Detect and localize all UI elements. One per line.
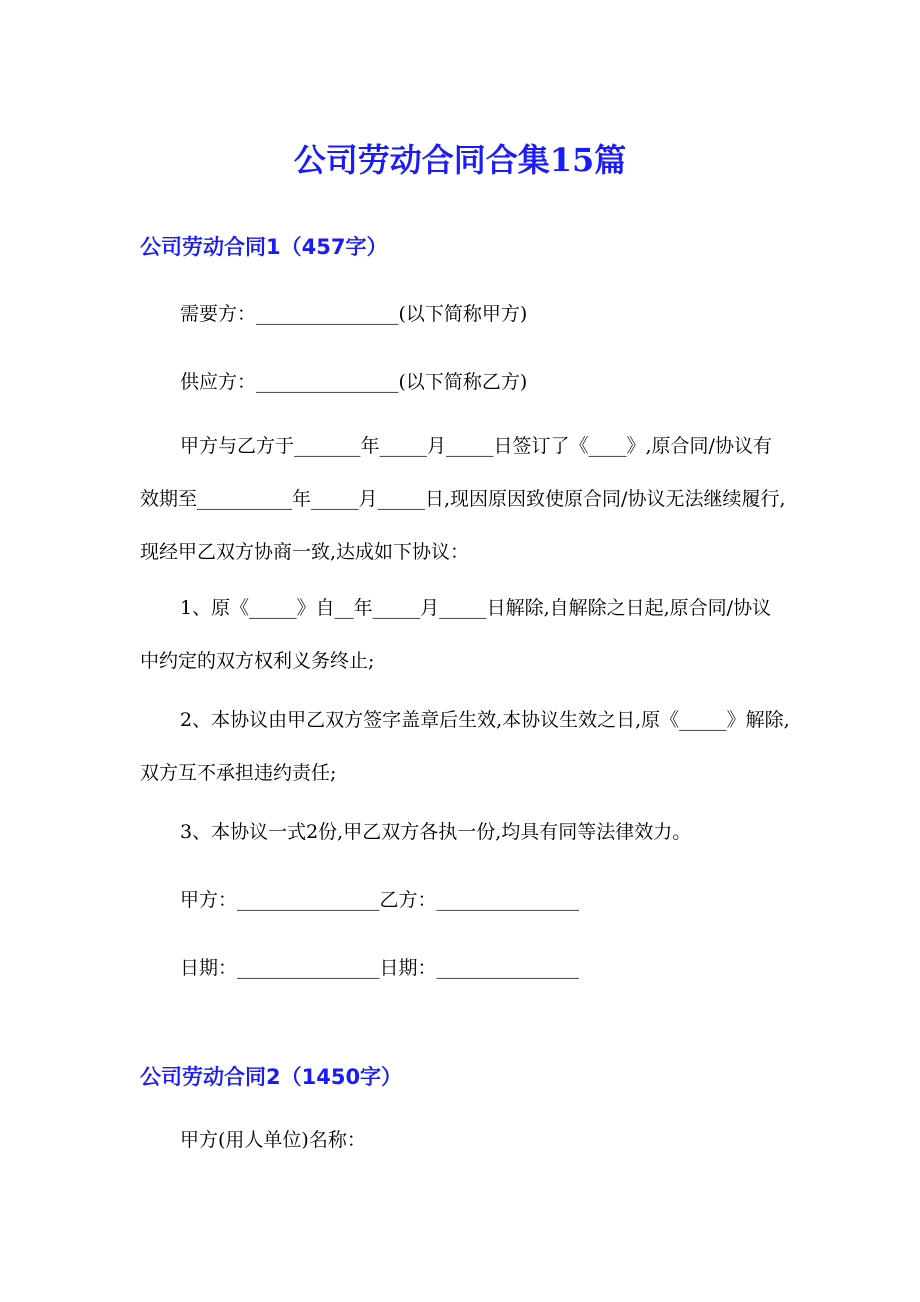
page-title: 公司劳动合同合集15篇 <box>293 141 627 179</box>
signature-line: 甲方：_______________乙方：_______________ <box>180 889 580 911</box>
employer-name-line: 甲方(用人单位)名称： <box>180 1129 366 1151</box>
clause-1-paragraph: 1、原《_____》自__年_____月_____日解除,自解除之日起,原合同/协议中约定的双方权利义务终止; <box>140 597 772 672</box>
clause-2-paragraph: 2、本协议由甲乙双方签字盖章后生效,本协议生效之日,原《_____》解除,双方互不承担违约责任; <box>140 709 790 784</box>
section-heading-1: 公司劳动合同1（457字） <box>140 235 388 259</box>
section-heading-2: 公司劳动合同2（1450字） <box>140 1065 403 1089</box>
supplier-line: 供应方：_______________(以下简称乙方) <box>180 371 528 393</box>
agreement-intro-paragraph: 甲方与乙方于_______年_____月_____日签订了《____》,原合同/协议有效期至__________年_____月_____日,现因原因致使原合同/协议无法继续履行,现经甲乙双方协商一致,达成如下协议： <box>140 435 786 563</box>
demander-line: 需要方：_______________(以下简称甲方) <box>180 303 528 325</box>
date-line: 日期：_______________日期：_______________ <box>180 957 580 979</box>
clause-3-paragraph: 3、本协议一式2份,甲乙双方各执一份,均具有同等法律效力。 <box>180 821 692 843</box>
